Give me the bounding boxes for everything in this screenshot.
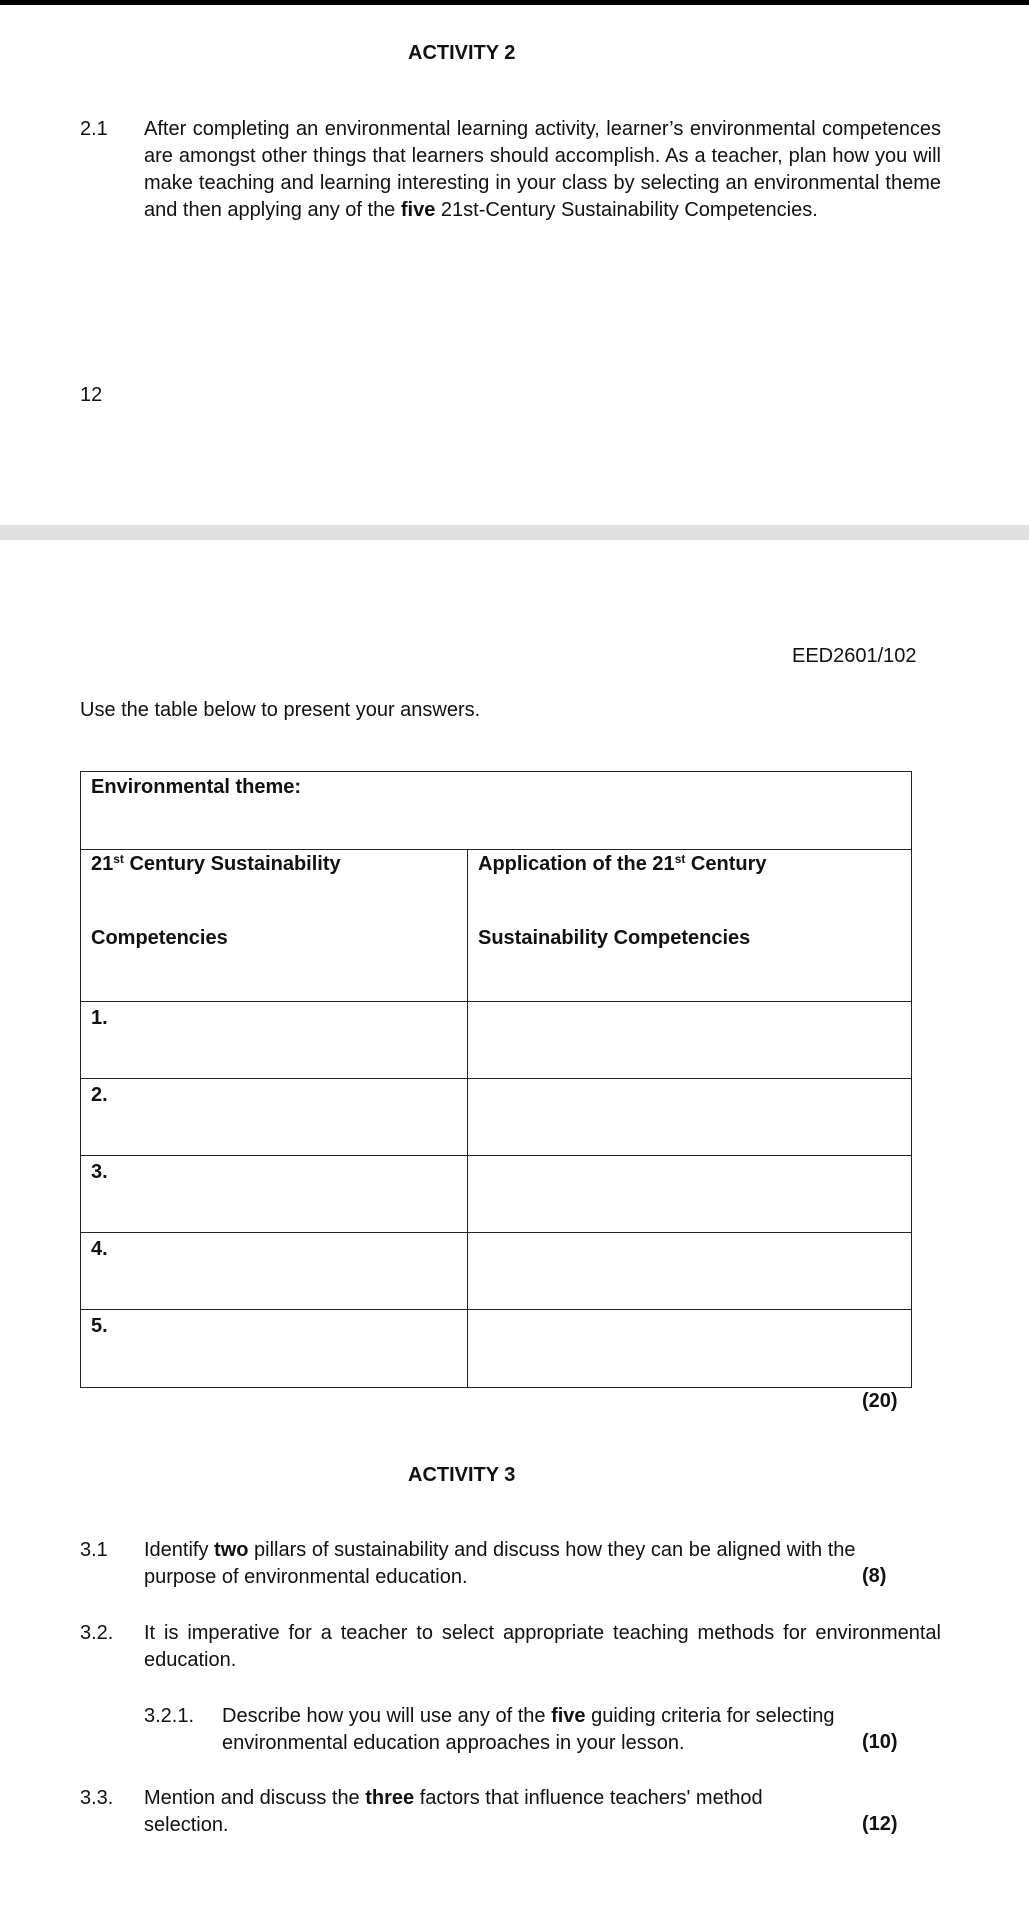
row-number: 2. — [91, 1084, 108, 1106]
question-3-2-number: 3.2. — [80, 1622, 114, 1644]
table-instruction: Use the table below to present your answers. — [80, 699, 481, 721]
row-number: 3. — [91, 1161, 108, 1183]
top-border — [0, 0, 1029, 5]
question-3-3-line2: selection. — [144, 1814, 229, 1836]
question-3-1-line1: Identify two pillars of sustainability and discuss how they can be aligned with the — [144, 1539, 856, 1561]
course-code-header: EED2601/102 — [792, 645, 917, 667]
table-marks: (20) — [862, 1390, 898, 1412]
row-number: 5. — [91, 1315, 108, 1337]
question-3-2-1-number: 3.2.1. — [144, 1705, 195, 1727]
theme-label: Environmental theme: — [91, 776, 302, 798]
col1-header-line1: 21st Century Sustainability — [91, 852, 341, 875]
page-divider — [0, 525, 1029, 540]
question-3-2-1-line2: environmental education approaches in your lesson. — [222, 1732, 685, 1754]
question-2-1-text: After completing an environmental learning activity, learner’s environmental competences are amongst other things that learners should accomplish. As a teacher, plan how you will make teaching and learning interesting in your class by selecting an environmental theme and then applying any of the five 21st-Century Sustainability Competencies. — [144, 118, 941, 221]
row-number: 4. — [91, 1238, 108, 1260]
question-2-1-number: 2.1 — [80, 118, 108, 140]
row-number: 1. — [91, 1007, 108, 1029]
question-3-3-marks: (12) — [862, 1813, 898, 1835]
activity-3-title: ACTIVITY 3 — [408, 1464, 516, 1486]
question-3-1-line2: purpose of environmental education. — [144, 1566, 468, 1588]
question-3-3-line1: Mention and discuss the three factors that influence teachers' method — [144, 1787, 763, 1809]
question-3-3-number: 3.3. — [80, 1787, 114, 1809]
question-3-2-text: It is imperative for a teacher to select appropriate teaching methods for environmental education. — [144, 1622, 941, 1671]
col2-header-line2: Sustainability Competencies — [478, 927, 751, 949]
col2-header-line1: Application of the 21st Century — [478, 852, 767, 875]
question-3-1-number: 3.1 — [80, 1539, 108, 1561]
question-3-1-marks: (8) — [862, 1565, 887, 1587]
activity-2-title: ACTIVITY 2 — [408, 42, 516, 64]
page-number: 12 — [80, 384, 103, 406]
question-3-2-1-line1: Describe how you will use any of the five guiding criteria for selecting — [222, 1705, 835, 1727]
col1-header-line2: Competencies — [91, 927, 228, 949]
question-3-2-1-marks: (10) — [862, 1731, 898, 1753]
answer-table — [80, 771, 912, 1388]
